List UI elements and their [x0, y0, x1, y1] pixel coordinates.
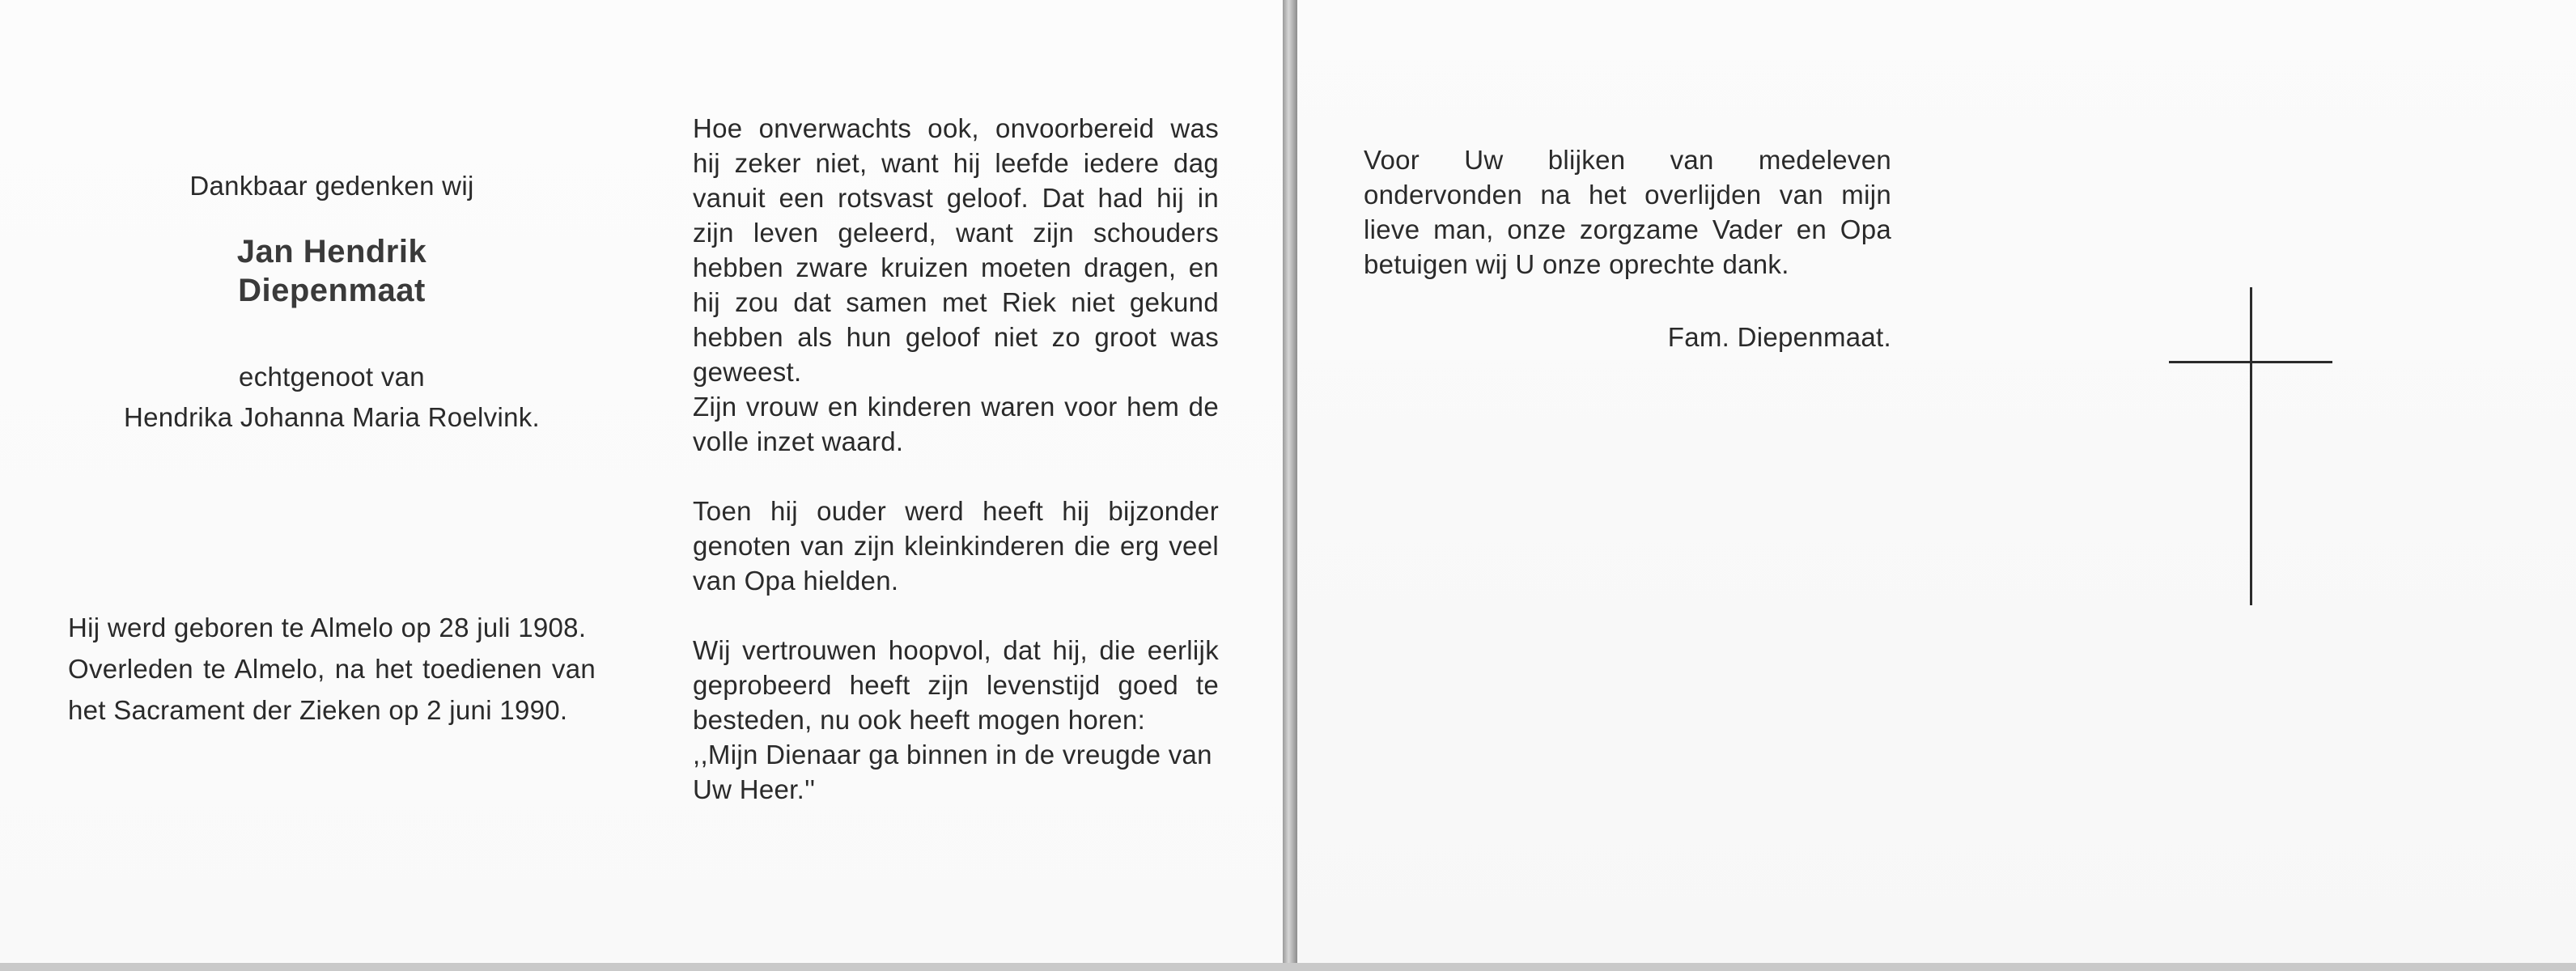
- left-card: [0, 0, 1283, 963]
- spouse-name: Hendrika Johanna Maria Roelvink.: [123, 402, 541, 432]
- deceased-name: [65, 232, 599, 310]
- memorial-text: [693, 111, 1219, 807]
- death-text: Overleden te Almelo, na het toedienen van het Sacrament der Zieken op 2 juni 1990.: [68, 654, 596, 725]
- memorial-paragraph-2: Zijn vrouw en kinderen waren voor hem de volle inzet waard.: [693, 392, 1219, 456]
- life-dates: [68, 607, 596, 731]
- memorial-paragraph-3: Toen hij ouder werd heeft hij bijzonder genoten van zijn kleinkinderen die erg veel van Opa hielden.: [693, 496, 1219, 596]
- bible-quote: ,,Mijn Dienaar ga binnen in de vreugde van Uw Heer.'': [693, 740, 1212, 804]
- thanks-text: Voor Uw blijken van medeleven ondervonden na het overlijden van mijn lieve man, onze zorgzame Vader en Opa betuigen wij U onze oprechte dank.: [1364, 145, 1891, 279]
- memorial-paragraph-1: Hoe onverwachts ook, onvoorbereid was hij zeker niet, want hij leefde iedere dag vanuit een rotsvast geloof. Dat had hij in zijn leven geleerd, want zijn schouders hebben zware kruizen moeten dragen, en hij zou dat samen met Riek niet gekund hebben als hun geloof niet zo groot was geweest.: [693, 113, 1219, 387]
- family-signature: Fam. Diepenmaat.: [1667, 322, 1891, 352]
- card-fold: [1283, 0, 1297, 971]
- deceased-name-line1: Jan Hendrik: [236, 234, 427, 269]
- memorial-paragraph-4: Wij vertrouwen hoopvol, dat hij, die eerlijk geprobeerd heeft zijn levenstijd goed te besteden, nu ook heeft mogen horen:: [693, 635, 1219, 735]
- right-card: [1297, 0, 2576, 963]
- birth-text: Hij werd geboren te Almelo op 28 juli 1908.: [68, 613, 587, 642]
- intro-text: Dankbaar gedenken wij: [189, 171, 474, 201]
- deceased-name-line2: Diepenmaat: [238, 273, 426, 308]
- spouse-label: echtgenoot van: [239, 362, 425, 392]
- scan-edge: [0, 963, 2576, 971]
